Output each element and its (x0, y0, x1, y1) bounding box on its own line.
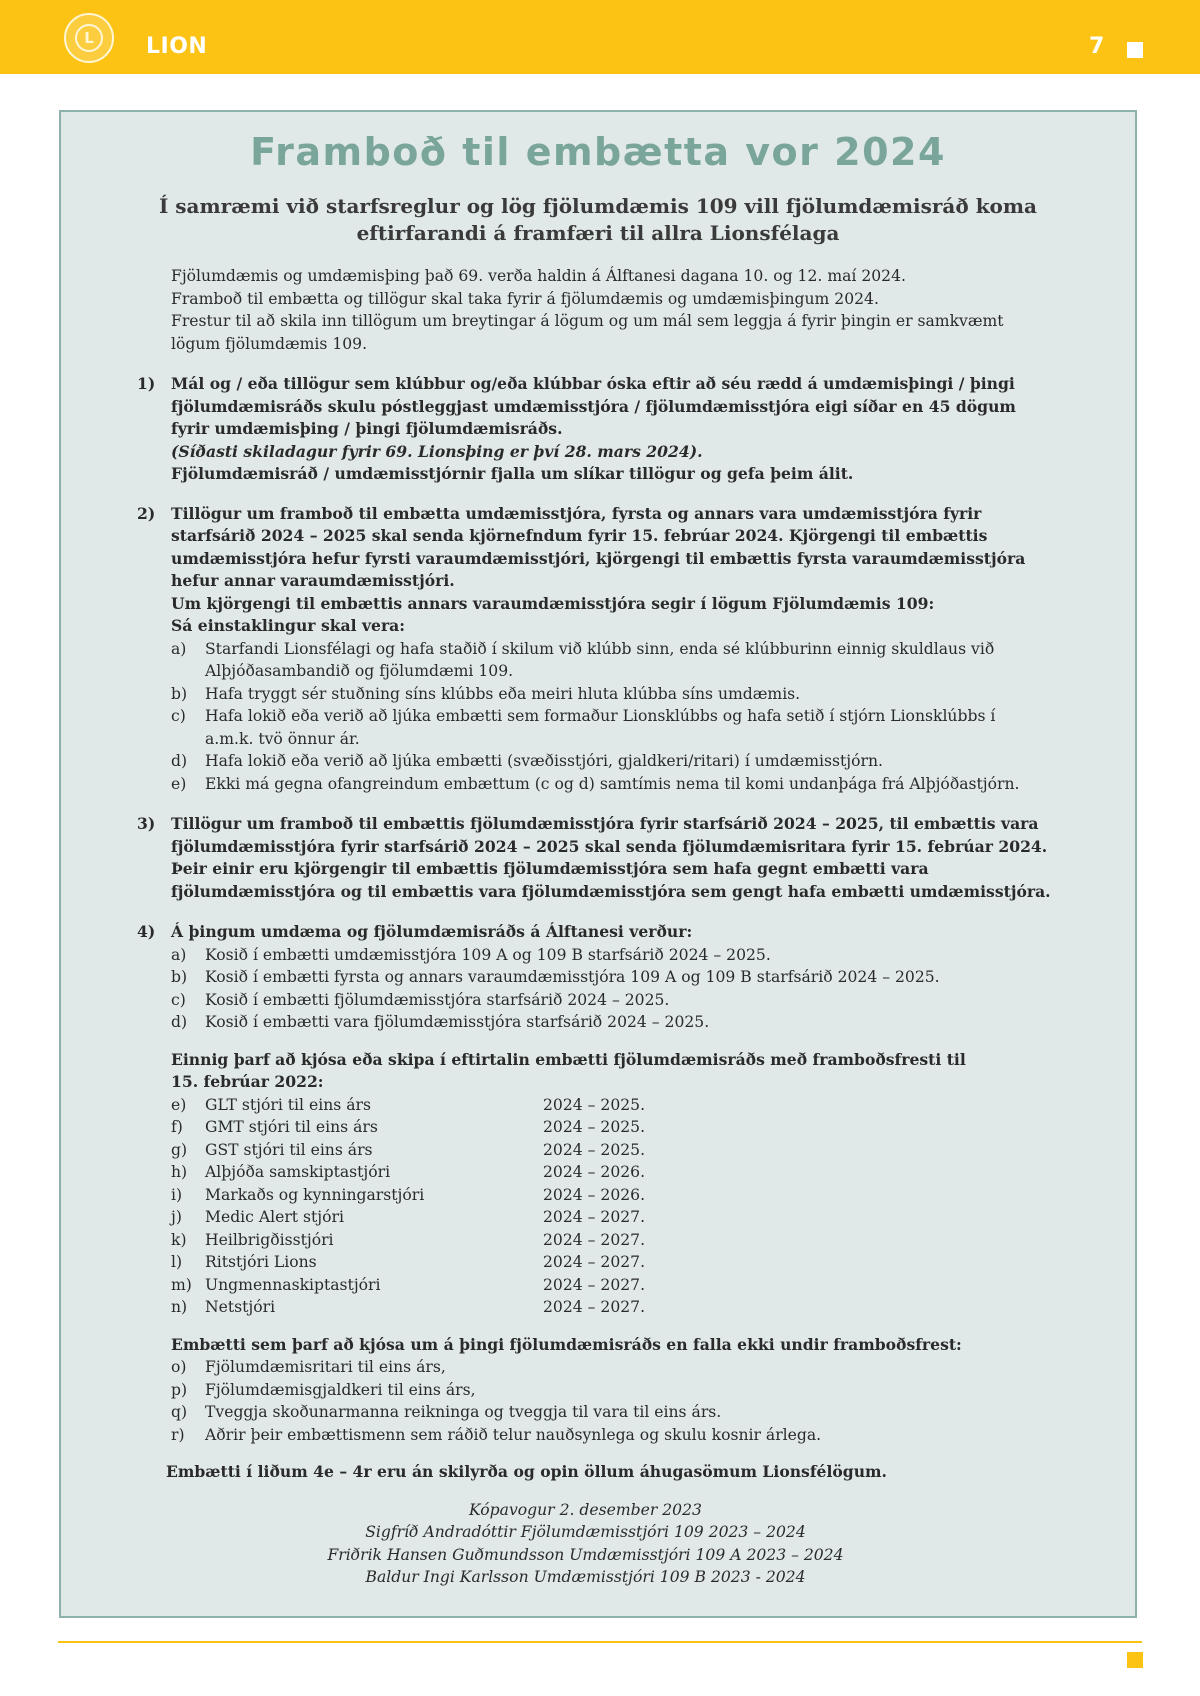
intro-line: Framboð til embætta og tillögur skal taka fyrir á fjölumdæmis og umdæmisþingum 2024. (171, 289, 879, 308)
position-row: l) Ritstjóri Lions 2024 – 2027. (137, 1251, 1072, 1274)
closing-statement: Embætti í liðum 4e – 4r eru án skilyrða og opin öllum áhugasömum Lionsfélögum. (166, 1462, 887, 1481)
header-bar (0, 0, 1200, 74)
page-title: Framboð til embætta vor 2024 (250, 130, 946, 174)
position-row: f) GMT stjóri til eins árs 2024 – 2025. (137, 1116, 1072, 1139)
section-number: 3) (137, 814, 156, 833)
section-2-line: hefur annar varaumdæmisstjóri. (171, 571, 455, 590)
list-item: d) Kosið í embætti vara fjölumdæmisstjóra starfsárið 2024 – 2025. (171, 1013, 710, 1031)
list-item: e) Ekki má gegna ofangreindum embættum (c og d) samtímis nema til komi undanþága frá Alþjóðastjórn. (171, 774, 1020, 793)
signature-line: Friðrik Hansen Guðmundsson Umdæmisstjóri 109 A 2023 – 2024 (327, 1545, 844, 1564)
section-1-line: fjölumdæmisráðs skulu póstleggjast umdæmisstjóra / fjölumdæmisstjóra eigi síðar en 45 dögum (171, 396, 1016, 416)
list-item: q) Tveggja skoðunarmanna reikninga og tveggja til vara til eins árs. (171, 1403, 722, 1421)
position-term: 2024 – 2026. (543, 1185, 646, 1204)
position-term: 2024 – 2026. (543, 1163, 646, 1181)
list-item-cont: a.m.k. tvö önnur ár. (205, 729, 360, 748)
position-term: 2024 – 2027. (543, 1298, 646, 1316)
section-number: 2) (137, 503, 156, 523)
other-positions-heading: Embætti sem þarf að kjósa um á þingi fjölumdæmisráðs en falla ekki undir framboðsfrest: (171, 1334, 962, 1354)
section-3-line: fjölumdæmisstjóra og til embættis vara fjölumdæmisstjóra sem gengt hafa embætti umdæmisstjóra. (171, 881, 1051, 901)
signature-line: Baldur Ingi Karlsson Umdæmisstjóri 109 B 2023 - 2024 (365, 1568, 806, 1586)
position-term: 2024 – 2025. (543, 1140, 646, 1159)
footer-rule (58, 1641, 1142, 1643)
section-2-line: Um kjörgengi til embættis annars varaumdæmisstjóra segir í lögum Fjölumdæmis 109: (171, 593, 935, 613)
brand-name: LION (146, 34, 208, 59)
section-4-heading: 4) Á þingum umdæma og fjölumdæmisráðs á Álftanesi verður: (137, 921, 1072, 944)
section-3-line: Þeir einir eru kjörgengir til embættis fjölumdæmisstjóra sem hafa gegnt embætti vara (171, 859, 929, 878)
subtitle: Í samræmi við starfsreglur og lög fjölumdæmis 109 vill fjölumdæmisráð koma eftirfarandi á framfæri til allra Lionsfélaga (158, 194, 1038, 245)
positions-heading: 15. febrúar 2022: (171, 1072, 324, 1091)
section-1-line: fyrir umdæmisþing / þingi fjölumdæmisráðs. (171, 419, 563, 438)
list-item: a) Starfandi Lionsfélagi og hafa staðið í skilum við klúbb sinn, enda sé klúbburinn einnig skuldlaus við (171, 639, 995, 658)
position-row: m) Ungmennaskiptastjóri 2024 – 2027. (137, 1274, 1072, 1297)
article-body (137, 265, 1072, 1589)
position-term: 2024 – 2027. (543, 1230, 646, 1249)
position-row: j) Medic Alert stjóri 2024 – 2027. (137, 1206, 1072, 1229)
section-3-line: fjölumdæmisstjóra fyrir starfsárið 2024 – 2025 skal senda fjölumdæmisritara fyrir 15. febrúar 2024. (171, 836, 1048, 856)
list-item-cont: Alþjóðasambandið og fjölumdæmi 109. (205, 662, 514, 680)
section-number: 4) (137, 922, 156, 941)
intro-line: Frestur til að skila inn tillögum um breytingar á lögum og um mál sem leggja á fyrir þingin er samkvæmt (171, 312, 1004, 330)
position-term: 2024 – 2027. (543, 1275, 646, 1294)
intro-line: lögum fjölumdæmis 109. (171, 334, 368, 353)
position-term: 2024 – 2025. (543, 1118, 646, 1136)
signature-line: Sigfríð Andradóttir Fjölumdæmisstjóri 109 2023 – 2024 (365, 1523, 806, 1541)
position-row: h) Alþjóða samskiptastjóri 2024 – 2026. (137, 1161, 1072, 1184)
intro-line: Fjölumdæmis og umdæmisþing það 69. verða haldin á Álftanesi dagana 10. og 12. maí 2024. (171, 267, 906, 285)
list-item: b) Hafa tryggt sér stuðning síns klúbbs eða meiri hluta klúbba síns umdæmis. (171, 684, 801, 703)
position-row: i) Markaðs og kynningarstjóri 2024 – 2026. (137, 1184, 1072, 1207)
logo-letter: L (75, 24, 103, 52)
page-number: 7 (1089, 34, 1105, 59)
list-item: d) Hafa lokið eða verið að ljúka embætti (svæðisstjóri, gjaldkeri/ritari) í umdæmisstjórn. (171, 752, 883, 770)
section-2-line: starfsárið 2024 – 2025 skal senda kjörnefndum fyrir 15. febrúar 2024. Kjörgengi til embættis (171, 526, 988, 545)
position-row: g) GST stjóri til eins árs 2024 – 2025. (137, 1139, 1072, 1162)
lions-logo-icon (64, 13, 114, 63)
position-row: n) Netstjóri 2024 – 2027. (137, 1296, 1072, 1319)
section-3-line: 3) Tillögur um framboð til embættis fjölumdæmisstjóra fyrir starfsárið 2024 – 2025, til embættis vara (137, 813, 1072, 836)
section-2-line: Sá einstaklingur skal vera: (171, 616, 406, 635)
footer-marker-square (1127, 1652, 1143, 1668)
signature-line: Kópavogur 2. desember 2023 (469, 1500, 702, 1519)
section-1-line: Fjölumdæmisráð / umdæmisstjórnir fjalla um slíkar tillögur og gefa þeim álit. (171, 464, 854, 483)
list-item: b) Kosið í embætti fyrsta og annars varaumdæmisstjóra 109 A og 109 B starfsárið 2024 – 2025. (171, 968, 940, 986)
position-row: e) GLT stjóri til eins árs 2024 – 2025. (137, 1094, 1072, 1117)
list-item: a) Kosið í embætti umdæmisstjóra 109 A og 109 B starfsárið 2024 – 2025. (171, 945, 771, 964)
list-item: p) Fjölumdæmisgjaldkeri til eins árs, (171, 1380, 476, 1399)
list-item: c) Kosið í embætti fjölumdæmisstjóra starfsárið 2024 – 2025. (171, 990, 670, 1009)
position-term: 2024 – 2027. (543, 1208, 646, 1226)
section-2-line: 2) Tillögur um framboð til embætta umdæmisstjóra, fyrsta og annars vara umdæmisstjóra fyrir (137, 503, 1072, 526)
section-2-line: umdæmisstjóra hefur fyrsti varaumdæmisstjóri, kjörgengi til embættis fyrsta varaumdæmisstjóra (171, 548, 1026, 568)
page-marker-square (1127, 42, 1143, 58)
position-term: 2024 – 2025. (543, 1095, 646, 1114)
list-item: r) Aðrir þeir embættismenn sem ráðið telur nauðsynlega og skulu kosnir árlega. (171, 1425, 822, 1444)
list-item: c) Hafa lokið eða verið að ljúka embætti sem formaður Lionsklúbbs og hafa setið í stjórn Lionsklúbbs í (171, 707, 996, 725)
section-1-deadline: (Síðasti skiladagur fyrir 69. Lionsþing er því 28. mars 2024). (171, 441, 703, 461)
section-1-line: 1) Mál og / eða tillögur sem klúbbur og/eða klúbbar óska eftir að séu rædd á umdæmisþingi / þingi (137, 373, 1072, 396)
section-number: 1) (137, 374, 156, 393)
list-item: o) Fjölumdæmisritari til eins árs, (171, 1358, 446, 1376)
position-term: 2024 – 2027. (543, 1253, 646, 1271)
position-row: k) Heilbrigðisstjóri 2024 – 2027. (137, 1229, 1072, 1252)
positions-heading: Einnig þarf að kjósa eða skipa í eftirtalin embætti fjölumdæmisráðs með framboðsfresti til (171, 1049, 966, 1069)
